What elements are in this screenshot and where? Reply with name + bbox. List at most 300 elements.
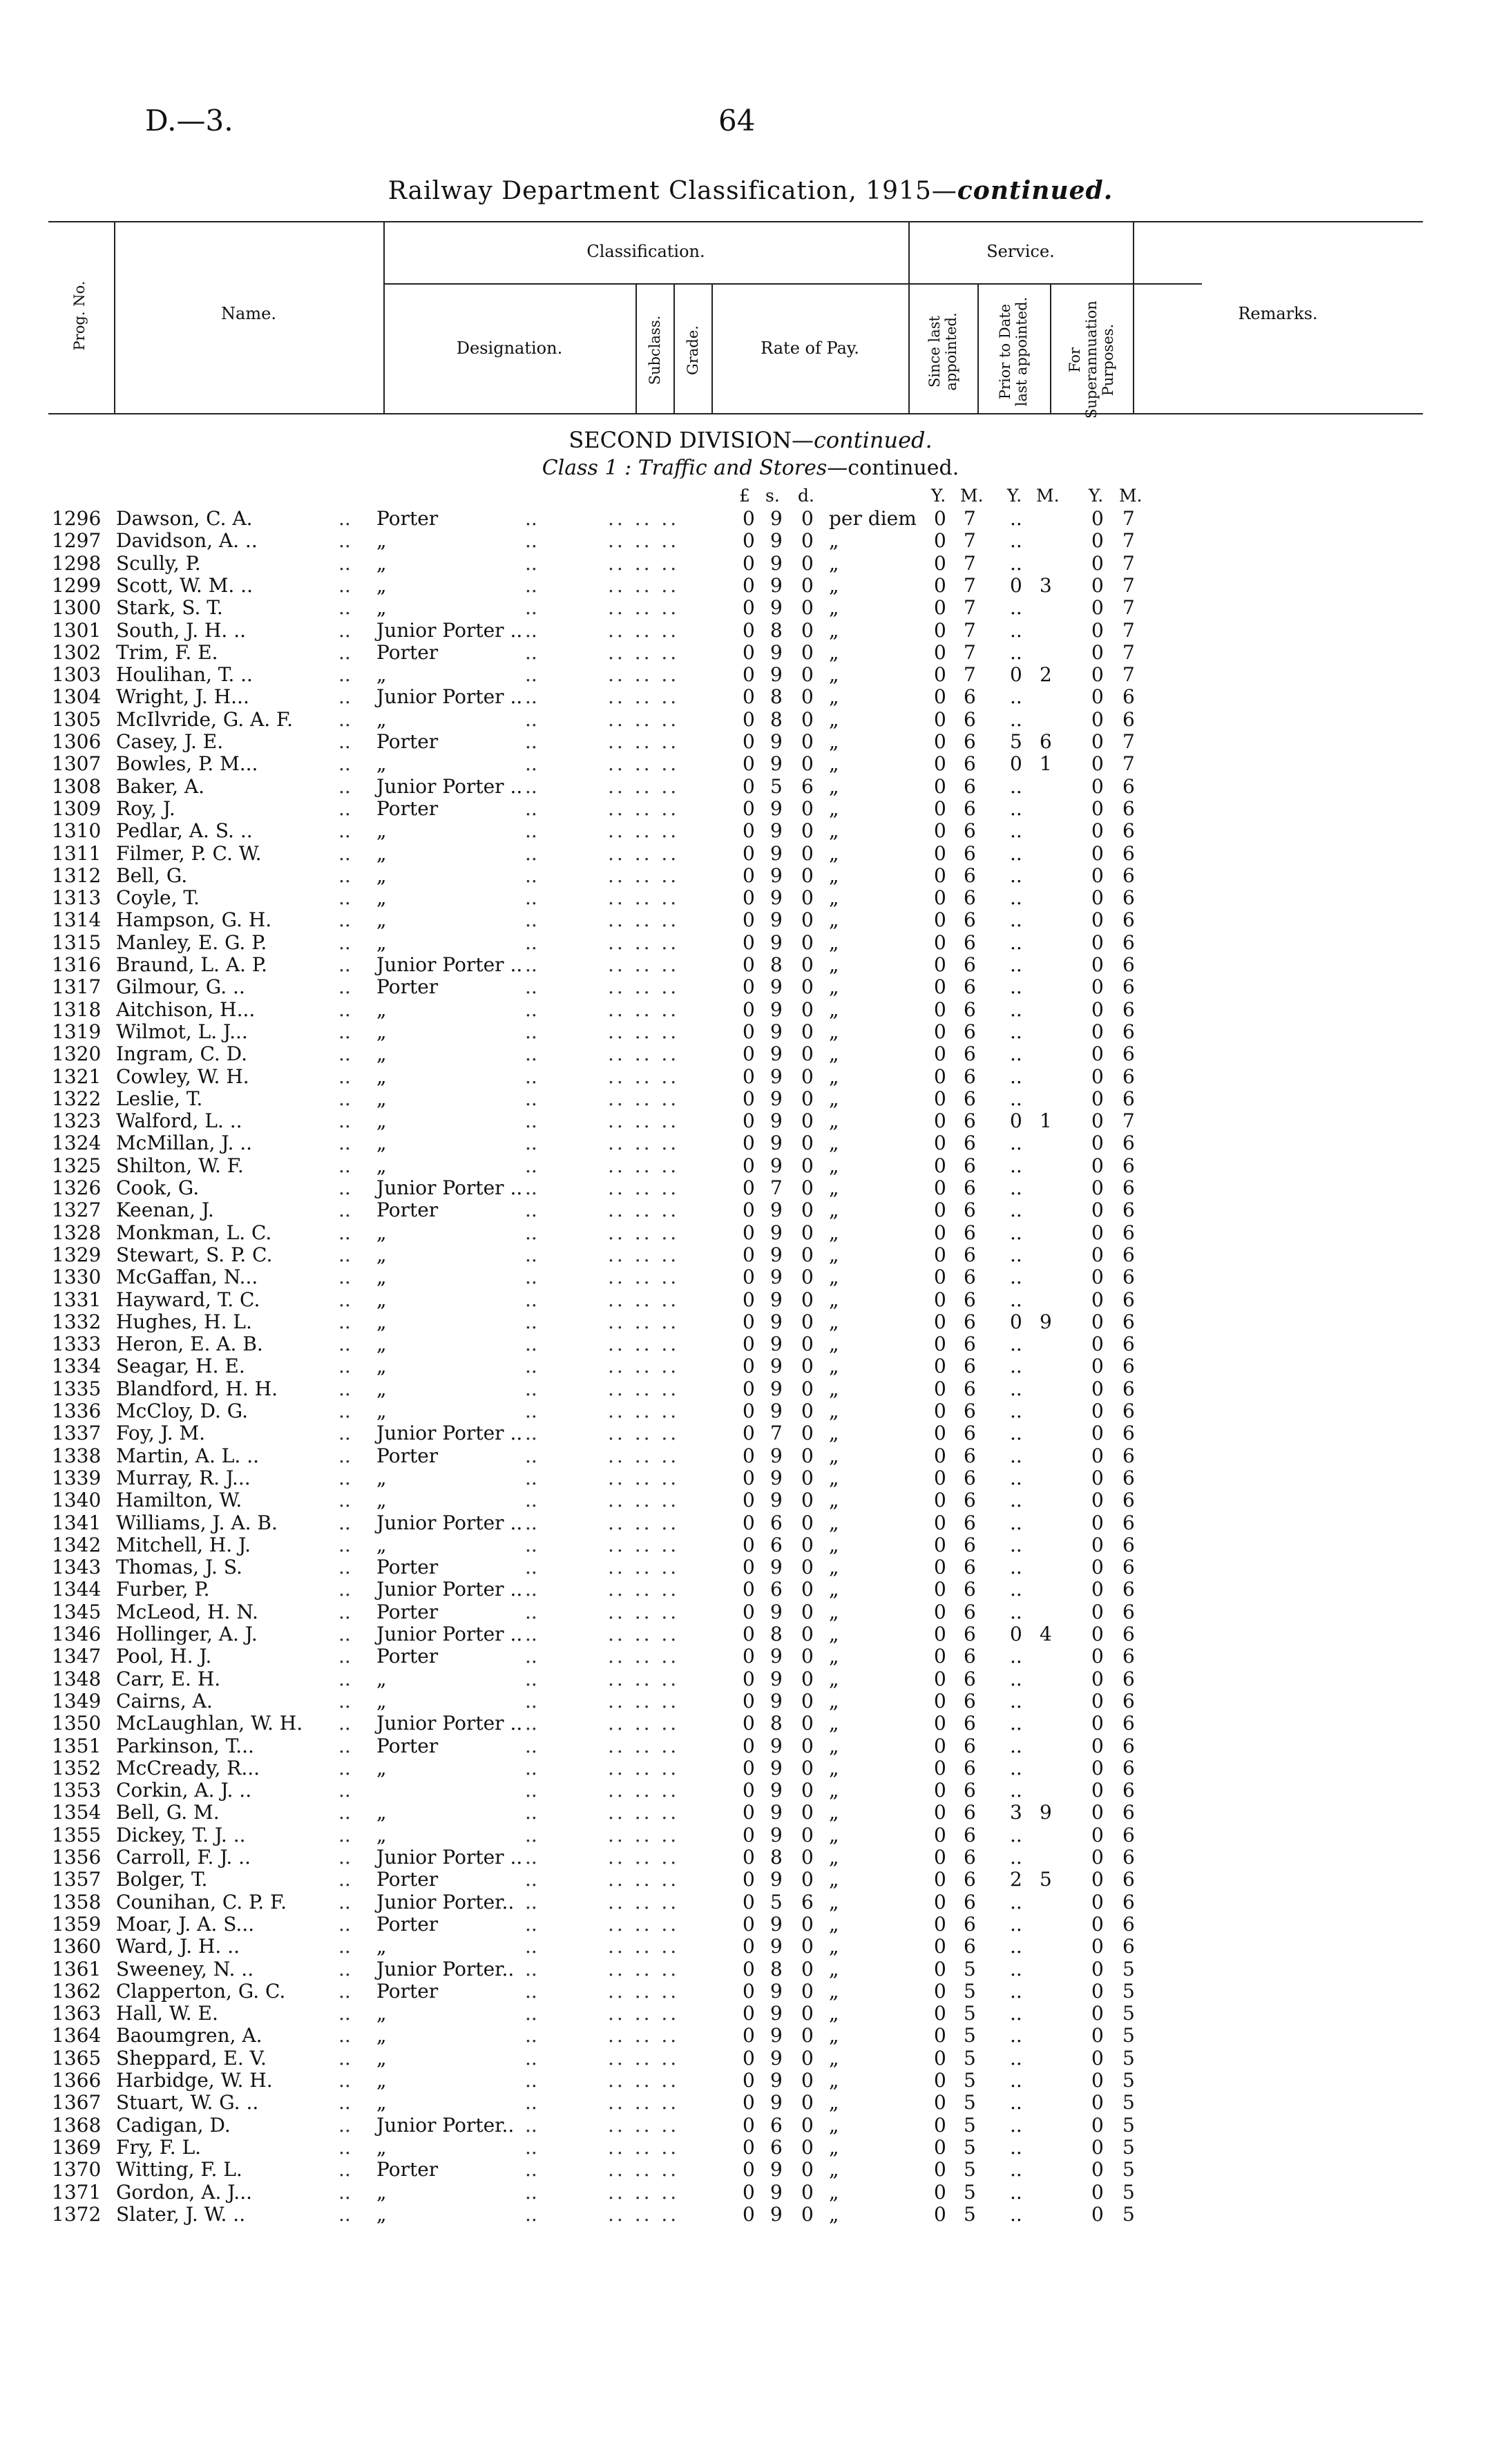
designation-cell: „ [376,2002,387,2025]
leader-dots: .. [525,1310,537,1333]
since-years-cell: 0 [934,1087,946,1110]
pay-pence-cell: 0 [801,2202,814,2226]
pay-shillings-cell: 9 [770,1868,783,1891]
pay-pounds-cell: 0 [743,752,755,776]
pay-pounds-cell: 0 [743,618,755,642]
name-cell: Carr, E. H. [116,1668,221,1690]
name-cell: McMillan, J. .. [116,1132,253,1155]
pay-pounds-cell: 0 [743,685,755,709]
table-row [0,1623,1501,1645]
leader-dots: .. .. .. [608,529,680,553]
prior-years-cell: 3 [1010,1801,1022,1824]
prior-years-cell: .. [1010,1556,1022,1579]
leader-dots: .. [338,1466,351,1489]
since-years-cell: 0 [934,1689,946,1712]
since-months-cell: 6 [964,1020,976,1043]
name-cell: Heron, E. A. B. [116,1333,263,1356]
prior-years-cell: .. [1010,2091,1022,2114]
leader-dots: .. [338,2202,351,2226]
since-months-cell: 6 [964,1333,976,1356]
since-years-cell: 0 [934,1489,946,1512]
rate-unit-cell: „ [829,1466,839,1489]
leader-dots: .. [525,1912,537,1936]
pay-pence-cell: 0 [801,1444,814,1467]
leader-dots: .. [525,1979,537,2003]
pay-pounds-cell: 0 [743,1935,755,1958]
prog-no-cell: 1327 [52,1198,102,1222]
super-months-cell: 6 [1122,1087,1135,1110]
super-months-cell: 6 [1122,1198,1135,1222]
pay-pounds-cell: 0 [743,730,755,753]
pay-shillings-cell: 9 [770,2202,783,2226]
rate-unit-cell: „ [829,908,839,932]
table-row [0,553,1501,575]
pay-pounds-cell: 0 [743,1578,755,1601]
since-years-cell: 0 [934,573,946,597]
name-cell: McIlvride, G. A. F. [116,708,293,731]
designation-cell: Junior Porter .. [376,1712,523,1735]
pay-pounds-cell: 0 [743,1533,755,1556]
pay-pence-cell: 0 [801,1020,814,1043]
title-continued: continued. [957,176,1113,205]
leader-dots: .. .. .. [608,1154,680,1177]
pay-pounds-cell: 0 [743,1109,755,1133]
designation-cell: „ [376,1020,387,1043]
pay-pence-cell: 0 [801,1266,814,1289]
designation-cell: „ [376,2202,387,2226]
name-cell: McLeod, H. N. [116,1601,258,1623]
leader-dots: .. [525,551,537,575]
super-years-cell: 0 [1091,1623,1104,1645]
leader-dots: .. [338,640,351,664]
prog-no-cell: 1360 [52,1935,102,1958]
designation-cell: „ [376,1689,387,1712]
super-months-cell: 5 [1122,2046,1135,2070]
super-months-cell: 6 [1122,1466,1135,1489]
table-row [0,1355,1501,1377]
table-row [0,1601,1501,1623]
pay-pounds-cell: 0 [743,529,755,553]
prog-no-cell: 1341 [52,1511,102,1534]
super-years-cell: 0 [1091,1020,1104,1043]
table-row [0,1645,1501,1668]
leader-dots: .. .. .. [608,1176,680,1199]
since-years-cell: 0 [934,1266,946,1289]
leader-dots: .. .. .. [608,1310,680,1333]
super-years-cell: 0 [1091,908,1104,932]
super-years-cell: 0 [1091,1779,1104,1802]
leader-dots: .. [338,1979,351,2003]
class-name: Traffic and Stores [638,456,828,480]
pay-shillings-cell: 9 [770,2180,783,2204]
leader-dots: .. [338,1846,351,1869]
prog-no-cell: 1307 [52,752,102,776]
leader-dots: .. [525,2113,537,2137]
leader-dots: .. [338,551,351,575]
name-cell: Parkinson, T... [116,1735,254,1757]
super-years-cell: 0 [1091,1355,1104,1378]
leader-dots: .. [338,1176,351,1199]
leader-dots: .. [525,618,537,642]
since-years-cell: 0 [934,819,946,843]
pay-shillings-cell: 6 [770,1511,783,1534]
rate-unit-cell: „ [829,2113,839,2137]
pay-pence-cell: 0 [801,529,814,553]
title-main: Railway Department Classification, 1915— [388,177,957,205]
rate-unit-cell: „ [829,1355,839,1378]
name-cell: McGaffan, N... [116,1266,258,1289]
since-years-cell: 0 [934,2135,946,2159]
since-months-cell: 6 [964,1131,976,1155]
designation-cell: „ [376,2135,387,2159]
designation-cell: „ [376,1266,387,1289]
prior-years-cell: .. [1010,1154,1022,1177]
pay-pounds-cell: 0 [743,1979,755,2003]
prior-years-cell: .. [1010,1578,1022,1601]
table-row [0,1779,1501,1802]
table-row [0,753,1501,775]
pay-pence-cell: 0 [801,640,814,664]
since-years-cell: 0 [934,1400,946,1422]
super-months-cell: 6 [1122,819,1135,843]
name-cell: Counihan, C. P. F. [116,1891,287,1913]
super-months-cell: 7 [1122,618,1135,642]
super-years-cell: 0 [1091,2135,1104,2159]
prog-no-cell: 1372 [52,2202,102,2226]
leader-dots: .. [338,1109,351,1133]
name-cell: Hollinger, A. J. [116,1623,258,1645]
prior-months-cell: 6 [1040,730,1052,753]
leader-dots: .. [338,953,351,976]
since-months-cell: 6 [964,1645,976,1668]
leader-dots: .. [525,1533,537,1556]
since-years-cell: 0 [934,1533,946,1556]
since-months-cell: 6 [964,1466,976,1489]
leader-dots: .. [338,1333,351,1356]
leader-dots: .. [525,975,537,999]
leader-dots: .. [525,2091,537,2114]
table-row [0,1400,1501,1422]
name-cell: McLaughlan, W. H. [116,1712,303,1735]
since-months-cell: 6 [964,1154,976,1177]
designation-cell: Porter [376,975,439,999]
pay-pounds-cell: 0 [743,2069,755,2092]
pay-pence-cell: 0 [801,841,814,865]
leader-dots: .. .. .. [608,1556,680,1579]
prior-years-cell: .. [1010,1444,1022,1467]
name-cell: Stewart, S. P. C. [116,1243,273,1266]
rate-unit-cell: „ [829,1489,839,1512]
super-months-cell: 6 [1122,1489,1135,1512]
prior-months-cell: 9 [1040,1310,1052,1333]
pay-pounds-cell: 0 [743,1556,755,1579]
rate-unit-cell: „ [829,1868,839,1891]
designation-cell: Porter [376,507,439,530]
name-cell: Houlihan, T. .. [116,664,253,687]
header-name: Name. [221,304,276,323]
table-row [0,1936,1501,1958]
leader-dots: .. [338,663,351,687]
prior-years-cell: .. [1010,2113,1022,2137]
leader-dots: .. .. .. [608,1131,680,1155]
since-months-cell: 6 [964,1266,976,1289]
super-years-cell: 0 [1091,1064,1104,1088]
since-months-cell: 6 [964,1623,976,1645]
super-years-cell: 0 [1091,997,1104,1021]
pay-pence-cell: 0 [801,819,814,843]
prog-no-cell: 1306 [52,730,102,753]
pay-shillings-cell: 9 [770,886,783,910]
pay-pounds-cell: 0 [743,573,755,597]
prior-years-cell: 0 [1010,663,1022,687]
rate-unit-cell: „ [829,886,839,910]
prog-no-cell: 1369 [52,2135,102,2159]
super-months-cell: 6 [1122,1712,1135,1735]
table-row [0,976,1501,998]
prog-no-cell: 1365 [52,2046,102,2070]
since-months-cell: 6 [964,730,976,753]
pay-shillings-cell: 9 [770,529,783,553]
rate-unit-cell: „ [829,1533,839,1556]
leader-dots: .. [338,1533,351,1556]
pay-shillings-cell: 9 [770,573,783,597]
super-years-cell: 0 [1091,2069,1104,2092]
leader-dots: .. [525,1333,537,1356]
prior-years-cell: .. [1010,1823,1022,1846]
super-years-cell: 0 [1091,1645,1104,1668]
designation-cell: „ [376,1243,387,1266]
leader-dots: .. [338,819,351,843]
leader-dots: .. .. .. [608,1377,680,1400]
since-years-cell: 0 [934,618,946,642]
leader-dots: .. [525,1020,537,1043]
table-row [0,1489,1501,1511]
since-years-cell: 0 [934,1310,946,1333]
prog-no-cell: 1342 [52,1533,102,1556]
leader-dots: .. [338,774,351,798]
leader-dots: .. [338,1154,351,1177]
table-row [0,1422,1501,1444]
designation-cell: „ [376,1667,387,1690]
leader-dots: .. [525,1890,537,1913]
super-months-cell: 6 [1122,1042,1135,1066]
pay-pounds-cell: 0 [743,1511,755,1534]
since-months-cell: 6 [964,997,976,1021]
name-cell: Bell, G. [116,864,188,887]
leader-dots: .. [338,975,351,999]
rate-unit-cell: „ [829,2135,839,2159]
since-years-cell: 0 [934,1154,946,1177]
rate-unit-cell: „ [829,1556,839,1579]
pay-pence-cell: 6 [801,774,814,798]
since-years-cell: 0 [934,640,946,664]
table-row [0,1556,1501,1578]
pay-shillings-cell: 9 [770,1979,783,2003]
leader-dots: .. .. .. [608,2069,680,2092]
since-years-cell: 0 [934,1176,946,1199]
prior-years-cell: .. [1010,2046,1022,2070]
table-row [0,1802,1501,1824]
prog-no-cell: 1339 [52,1466,102,1489]
leader-dots: .. .. .. [608,1979,680,2003]
prog-no-cell: 1371 [52,2180,102,2204]
super-years-cell: 0 [1091,1935,1104,1958]
table-row [0,1222,1501,1244]
leader-dots: .. .. .. [608,1064,680,1088]
since-years-cell: 0 [934,507,946,530]
since-years-cell: 0 [934,1912,946,1936]
leader-dots: .. .. .. [608,730,680,753]
pay-pounds-cell: 0 [743,819,755,843]
leader-dots: .. [525,908,537,932]
leader-dots: .. [525,1935,537,1958]
since-months-cell: 5 [964,2135,976,2159]
designation-cell: Porter [376,1556,439,1579]
since-years-cell: 0 [934,2180,946,2204]
designation-cell: Junior Porter .. [376,1846,523,1869]
super-years-cell: 0 [1091,1957,1104,1980]
pay-pounds-cell: 0 [743,863,755,887]
super-months-cell: 6 [1122,863,1135,887]
leader-dots: .. .. .. [608,1533,680,1556]
pay-pence-cell: 0 [801,1400,814,1422]
pay-pounds-cell: 0 [743,1198,755,1222]
pay-pounds-cell: 0 [743,975,755,999]
super-years-cell: 0 [1091,975,1104,999]
leader-dots: .. [525,1600,537,1623]
prog-no-cell: 1338 [52,1444,102,1467]
rate-unit-cell: „ [829,1846,839,1869]
prog-no-cell: 1354 [52,1801,102,1824]
since-years-cell: 0 [934,2069,946,2092]
header-remarks: Remarks. [1238,304,1318,323]
leader-dots: .. [525,1221,537,1244]
leader-dots: .. [525,1400,537,1422]
leader-dots: .. [525,1131,537,1155]
header-since-last-appointed: Since last appointed. [926,312,959,391]
table-row [0,2114,1501,2137]
prog-no-cell: 1361 [52,1957,102,1980]
leader-dots: .. .. .. [608,1266,680,1289]
since-years-cell: 0 [934,1131,946,1155]
header-rate-of-pay: Rate of Pay. [761,338,859,358]
leader-dots: .. [338,1801,351,1824]
pay-pence-cell: 0 [801,1645,814,1668]
super-months-cell: 6 [1122,908,1135,932]
super-years-cell: 0 [1091,618,1104,642]
prog-no-cell: 1364 [52,2024,102,2047]
pay-shillings-cell: 7 [770,1422,783,1445]
pay-shillings-cell: 9 [770,2046,783,2070]
since-years-cell: 0 [934,1444,946,1467]
pay-pounds-cell: 0 [743,908,755,932]
super-months-cell: 6 [1122,1221,1135,1244]
leader-dots: .. .. .. [608,2046,680,2070]
pay-pence-cell: 0 [801,1935,814,1958]
leader-dots: .. .. .. [608,1400,680,1422]
pay-shillings-cell: 9 [770,1489,783,1512]
designation-cell: „ [376,2091,387,2114]
prog-no-cell: 1356 [52,1846,102,1869]
super-years-cell: 0 [1091,707,1104,731]
designation-cell: „ [376,1801,387,1824]
table-row [0,1043,1501,1065]
prior-years-cell: .. [1010,1243,1022,1266]
designation-cell: Junior Porter .. [376,685,523,709]
prog-no-cell: 1336 [52,1400,102,1422]
pay-pence-cell: 0 [801,1868,814,1891]
prior-years-cell: .. [1010,863,1022,887]
prog-no-cell: 1315 [52,930,102,954]
designation-cell: Junior Porter.. [376,1957,515,1980]
pay-shillings-cell: 9 [770,752,783,776]
pay-shillings-cell: 9 [770,1689,783,1712]
super-months-cell: 5 [1122,1979,1135,2003]
since-years-cell: 0 [934,1712,946,1735]
super-years-cell: 0 [1091,596,1104,620]
prior-years-cell: .. [1010,2002,1022,2025]
super-years-cell: 0 [1091,863,1104,887]
leader-dots: .. [525,2069,537,2092]
pay-shillings-cell: 9 [770,975,783,999]
leader-dots: .. [338,2046,351,2070]
super-months-cell: 6 [1122,1578,1135,1601]
table-row [0,999,1501,1021]
name-cell: Moar, J. A. S... [116,1913,255,1936]
prog-no-cell: 1318 [52,997,102,1021]
prior-years-cell: .. [1010,841,1022,865]
prior-years-cell: .. [1010,1756,1022,1779]
designation-cell: Porter [376,1734,439,1757]
prog-no-cell: 1317 [52,975,102,999]
table-row [0,1534,1501,1556]
since-months-cell: 6 [964,1578,976,1601]
super-months-cell: 6 [1122,1756,1135,1779]
prior-years-cell: .. [1010,1087,1022,1110]
super-months-cell: 5 [1122,2202,1135,2226]
pay-pence-cell: 0 [801,1131,814,1155]
pay-shillings-cell: 9 [770,1645,783,1668]
designation-cell: Junior Porter .. [376,1176,523,1199]
prog-no-cell: 1345 [52,1600,102,1623]
pay-shillings-cell: 9 [770,2091,783,2114]
leader-dots: .. [338,1623,351,1645]
pay-shillings-cell: 8 [770,1957,783,1980]
name-cell: Slater, J. W. .. [116,2203,246,2226]
pay-pence-cell: 0 [801,1221,814,1244]
name-cell: Carroll, F. J. .. [116,1846,251,1869]
super-months-cell: 6 [1122,1823,1135,1846]
leader-dots: .. .. .. [608,618,680,642]
super-years-cell: 0 [1091,1176,1104,1199]
prior-years-cell: .. [1010,707,1022,731]
since-months-cell: 6 [964,1422,976,1445]
leader-dots: .. [338,908,351,932]
since-months-cell: 5 [964,2024,976,2047]
prog-no-cell: 1359 [52,1912,102,1936]
prog-no-cell: 1312 [52,863,102,887]
since-years-cell: 0 [934,551,946,575]
pay-pounds-cell: 0 [743,1422,755,1445]
super-years-cell: 0 [1091,1667,1104,1690]
rate-unit-cell: „ [829,1377,839,1400]
since-months-cell: 5 [964,2180,976,2204]
rate-unit-cell: „ [829,663,839,687]
name-cell: Cowley, W. H. [116,1065,249,1088]
designation-cell: Porter [376,1198,439,1222]
super-years-cell: 0 [1091,1198,1104,1222]
super-months-cell: 7 [1122,507,1135,530]
